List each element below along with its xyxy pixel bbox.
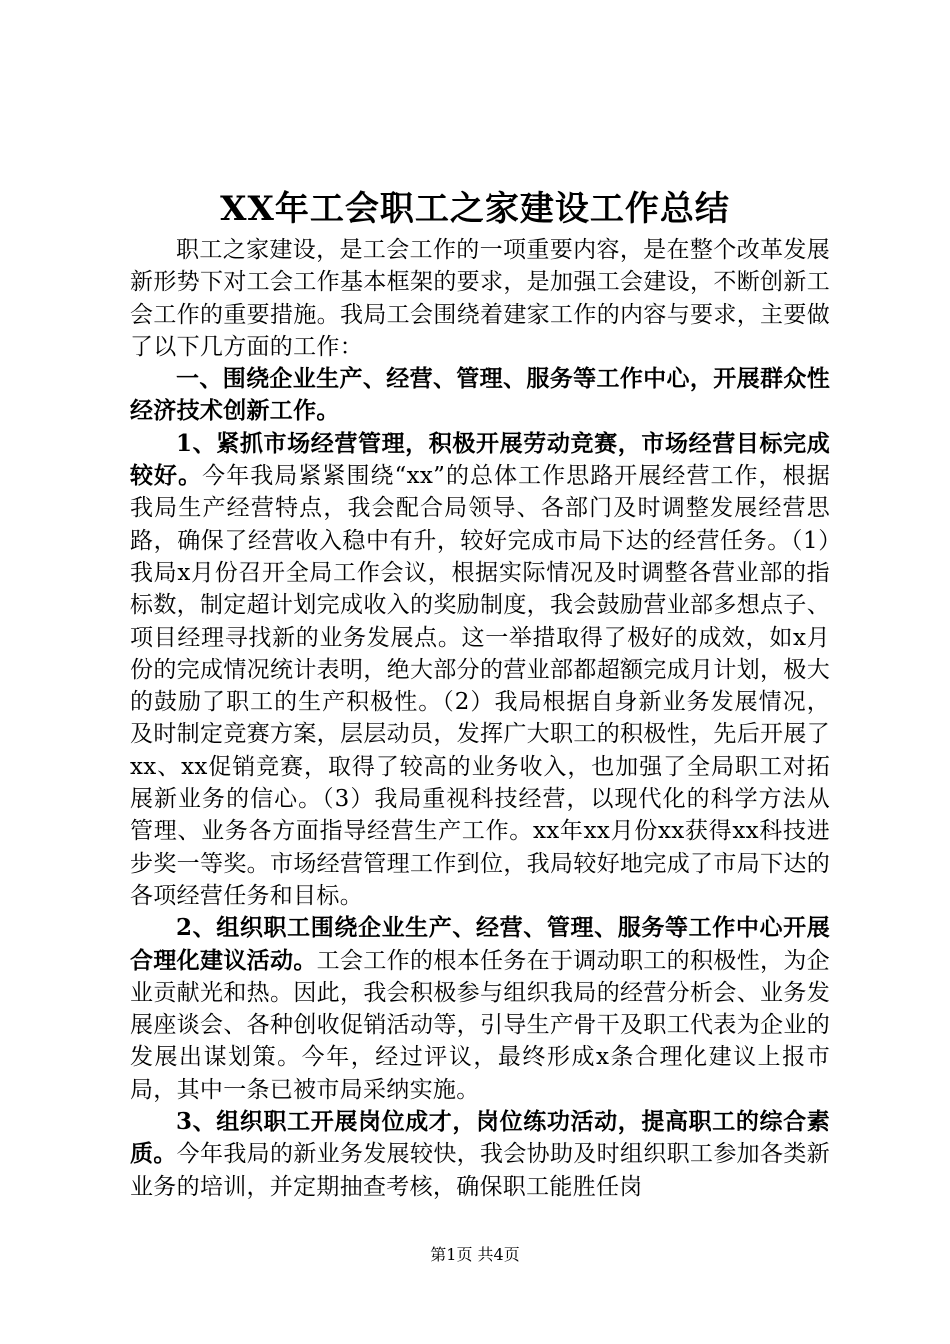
item-1-paragraph xyxy=(130,428,830,912)
item-3-paragraph xyxy=(130,1106,830,1203)
document-body xyxy=(130,234,830,1203)
intro-paragraph: 职工之家建设，是工会工作的一项重要内容，是在整个改革发展新形势下对工会工作基本框架的要求，是加强工会建设，不断创新工会工作的重要措施。我局工会围绕着建家工作的内容与要求，主要做了以下几方面的工作： xyxy=(130,237,830,360)
document-title: XX年工会职工之家建设工作总结 xyxy=(220,189,730,229)
item-2-text: 工会工作的根本任务在于调动职工的积极性，为企业贡献光和热。因此，我会积极参与组织我局的经营分析会、业务发展座谈会、各种创收促销活动等，引导生产骨干及职工代表为企业的发展出谋划策。今年，经过评议，最终形成x条合理化建议上报市局，其中一条已被市局采纳实施。 xyxy=(130,947,830,1103)
item-2-lead: 2、组织职工围绕企业生产、经营、管理、服务等工作中心开展合理化建议活动。 xyxy=(130,914,830,974)
item-2-paragraph xyxy=(130,912,830,1106)
item-1-text: 今年我局紧紧围绕“xx”的总体工作思路开展经营工作，根据我局生产经营特点，我会配合局领导、各部门及时调整发展经营思路，确保了经营收入稳中有升，较好完成市局下达的经营任务。（1）我局x月份召开全局工作会议，根据实际情况及时调整各营业部的指标数，制定超计划完成收入的奖励制度，我会鼓励营业部多想点子、项目经理寻找新的业务发展点。这一举措取得了极好的成效，如x月份的完成情况统计表明，绝大部分的营业部都超额完成月计划，极大的鼓励了职工的生产积极性。（2）我局根据自身新业务发展情况，及时制定竞赛方案，层层动员，发挥广大职工的积极性，先后开展了xx、xx促销竞赛，取得了较高的业务收入，也加强了全局职工对拓展新业务的信心。（3）我局重视科技经营，以现代化的科学方法从管理、业务各方面指导经营生产工作。xx年xx月份xx获得xx科技进步奖一等奖。市场经营管理工作到位，我局较好地完成了市局下达的各项经营任务和目标。 xyxy=(130,463,831,909)
item-1-lead: 1、紧抓市场经营管理，积极开展劳动竞赛，市场经营目标完成较好。 xyxy=(130,429,830,490)
item-3-lead: 3、组织职工开展岗位成才，岗位练功活动，提高职工的综合素质。 xyxy=(130,1108,830,1168)
page-number-footer: 第1页 共4页 xyxy=(430,1245,520,1264)
section-1-heading: 一、围绕企业生产、经营、管理、服务等工作中心，开展群众性经济技术创新工作。 xyxy=(130,365,830,425)
item-3-text: 今年我局的新业务发展较快，我会协助及时组织职工参加各类新业务的培训，并定期抽查考核，确保职工能胜任岗 xyxy=(130,1141,830,1200)
